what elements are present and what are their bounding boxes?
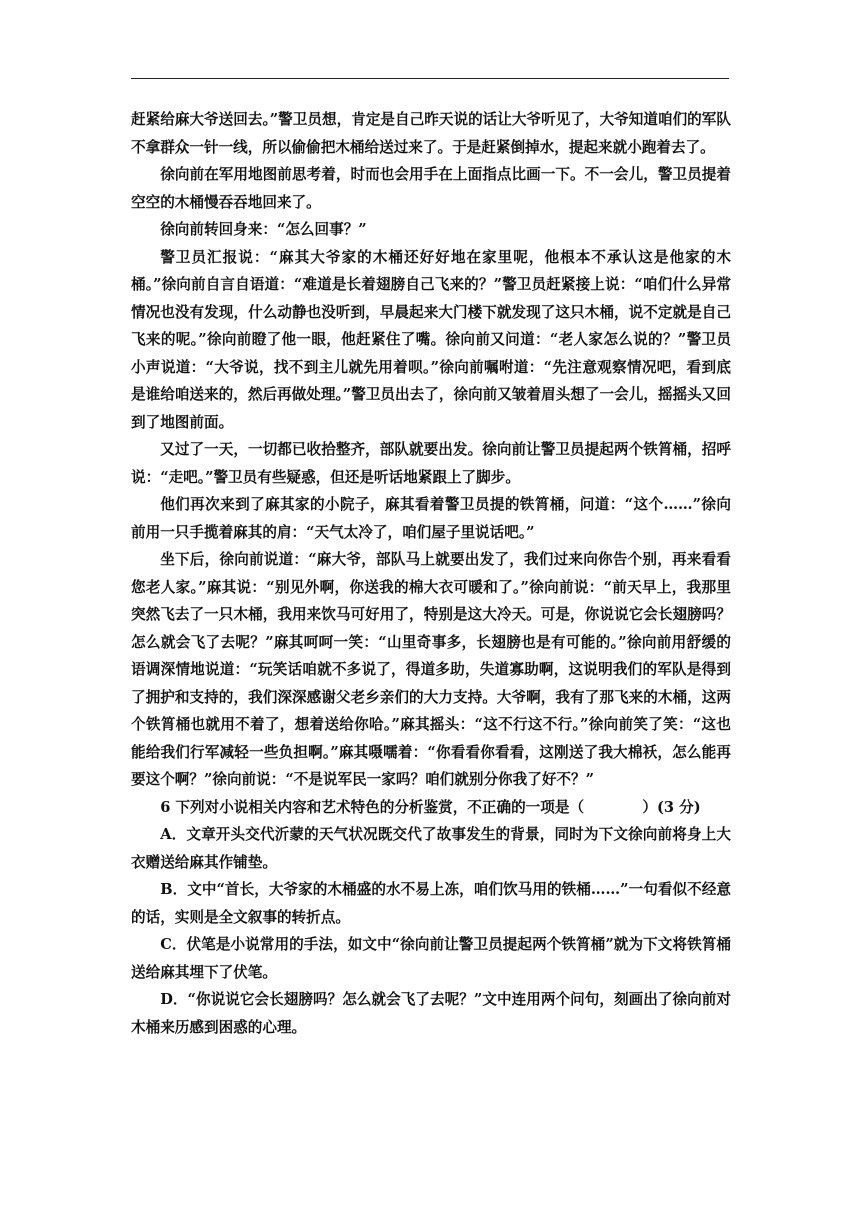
question-stem: 6 下列对小说相关内容和艺术特色的分析鉴赏，不正确的一项是（ ）(3 分): [160, 798, 701, 816]
option-a: A．文章开头交代沂蒙的天气状况既交代了故事发生的背景，同时为下文徐向前将身上大衣赠送给麻其作铺垫。: [131, 826, 731, 871]
document-body: [131, 106, 731, 1041]
option-b: B．文中“首长，大爷家的木桶盛的水不易上冻，咱们饮马用的铁桶……”一句看似不经意的话，实则是全文叙事的转折点。: [131, 881, 731, 926]
option-c: C．伏笔是小说常用的手法，如文中“徐向前让警卫员提起两个铁筲桶”就为下文将铁筲桶送给麻其埋下了伏笔。: [131, 936, 731, 981]
paragraph: 赶紧给麻大爷送回去。”警卫员想，肯定是自己昨天说的话让大爷听见了，大爷知道咱们的军队不拿群众一针一线，所以偷偷把木桶给送过来了。于是赶紧倒掉水，提起来就小跑着去了。: [131, 111, 731, 156]
paragraph: 徐向前在军用地图前思考着，时而也会用手在上面指点比画一下。不一会儿，警卫员提着空空的木桶慢吞吞地回来了。: [131, 166, 731, 211]
header-rule: [131, 78, 729, 79]
paragraph: 徐向前转回身来：“怎么回事？”: [160, 221, 367, 238]
paragraph: 他们再次来到了麻其家的小院子，麻其看着警卫员提的铁筲桶，问道：“这个……”徐向前用一只手揽着麻其的肩：“天气太冷了，咱们屋子里说话吧。”: [131, 496, 731, 541]
paragraph: 警卫员汇报说：“麻其大爷家的木桶还好好地在家里呢，他根本不承认这是他家的木桶。”徐向前自言自语道：“难道是长着翅膀自己飞来的？”警卫员赶紧接上说：“咱们什么异常情况也没有发现，什么动静也没听到，早晨起来大门楼下就发现了这只木桶，说不定就是自己飞来的呢。”徐向前瞪了他一眼，他赶紧住了嘴。徐向前又问道：“老人家怎么说的？”警卫员小声说道：“大爷说，找不到主儿就先用着呗。”徐向前嘱咐道：“先注意观察情况吧，看到底是谁给咱送来的，然后再做处理。”警卫员出去了，徐向前又皱着眉头想了一会儿，摇摇头又回到了地图前面。: [131, 248, 731, 431]
option-d: D．“你说说它会长翅膀吗？怎么就会飞了去呢？”文中连用两个问句，刻画出了徐向前对木桶来历感到困惑的心理。: [131, 991, 731, 1036]
paragraph: 又过了一天，一切都已收拾整齐，部队就要出发。徐向前让警卫员提起两个铁筲桶，招呼说：“走吧。”警卫员有些疑惑，但还是听话地紧跟上了脚步。: [131, 441, 731, 486]
paragraph: 坐下后，徐向前说道：“麻大爷，部队马上就要出发了，我们过来向你告个别，再来看看您老人家。”麻其说：“别见外啊，你送我的棉大衣可暖和了。”徐向前说：“前天早上，我那里突然飞去了一只木桶，我用来饮马可好用了，特别是这大冷天。可是，你说说它会长翅膀吗？怎么就会飞了去呢？”麻其呵呵一笑：“山里奇事多，长翅膀也是有可能的。”徐向前用舒缓的语调深情地说道：“玩笑话咱就不多说了，得道多助，失道寡助啊，这说明我们的军队是得到了拥护和支持的，我们深深感谢父老乡亲们的大力支持。大爷啊，我有了那飞来的木桶，这两个铁筲桶也就用不着了，想着送给你哈。”麻其摇头：“这不行这不行。”徐向前笑了笑：“这也能给我们行军减轻一些负担啊。”麻其嗫嚅着：“你看看你看看，这刚送了我大棉袄，怎么能再要这个啊？”徐向前说：“不是说军民一家吗？咱们就别分你我了好不？”: [131, 551, 731, 788]
